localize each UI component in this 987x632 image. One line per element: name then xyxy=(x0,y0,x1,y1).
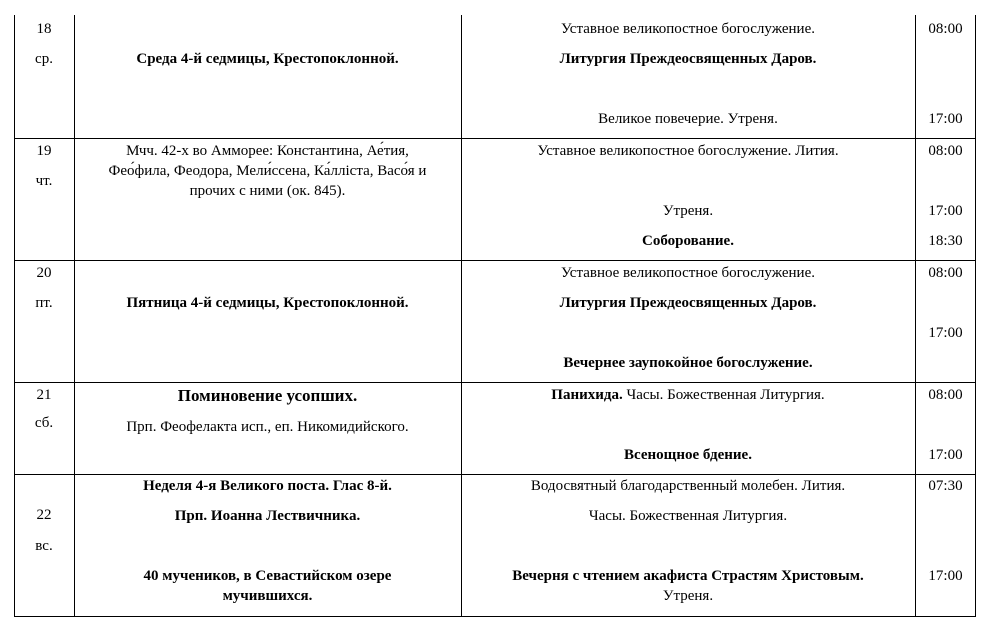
service-line: Соборование. xyxy=(642,233,734,249)
row-divider xyxy=(14,382,976,383)
date-cell xyxy=(14,474,74,617)
service-time: 08:00 xyxy=(928,387,963,403)
service-time: 17:00 xyxy=(928,447,963,463)
feast-line: Прп. Феофелакта исп., еп. Никомидийского. xyxy=(126,419,409,435)
service-line: Водосвятный благодарственный молебен. Лития. xyxy=(530,478,846,494)
service-time: 08:00 xyxy=(928,21,963,37)
table-row xyxy=(14,15,976,138)
feast-cell xyxy=(74,15,461,138)
time-cell xyxy=(915,260,976,382)
service-time: 17:00 xyxy=(928,325,963,341)
weekday: ср. xyxy=(35,51,53,67)
date-cell xyxy=(14,15,74,138)
table-border-right xyxy=(975,15,976,617)
service-line: Литургия Преждеосвященных Даров. xyxy=(559,51,817,67)
time-cell xyxy=(915,382,976,474)
day-number: 21 xyxy=(36,387,52,403)
feast-line: 40 мучеников, в Севастийском озере xyxy=(143,568,392,584)
schedule-table xyxy=(14,15,976,617)
time-cell xyxy=(915,15,976,138)
table-row xyxy=(14,260,976,382)
time-cell xyxy=(915,474,976,617)
service-line: Вечернее заупокойное богослужение. xyxy=(563,355,813,371)
feast-title: Поминовение усопших. xyxy=(177,386,358,405)
feast-cell xyxy=(74,138,461,260)
table-row xyxy=(14,474,976,617)
service-line: Уставное великопостное богослужение. xyxy=(560,265,815,281)
service-line: Всенощное бдение. xyxy=(624,447,752,463)
day-number: 22 xyxy=(36,507,52,523)
service-time: 17:00 xyxy=(928,568,963,584)
service-line: Литургия Преждеосвященных Даров. xyxy=(559,295,817,311)
day-number: 19 xyxy=(36,143,52,159)
feast-title: Среда 4-й седмицы, Крестопоклонной. xyxy=(136,51,399,67)
service-line: Вечерня с чтением акафиста Страстям Христовым. xyxy=(512,568,864,584)
service-line: Часы. Божественная Литургия. xyxy=(588,508,788,524)
row-divider xyxy=(14,260,976,261)
column-divider xyxy=(461,15,462,617)
service-time: 17:00 xyxy=(928,203,963,219)
date-cell xyxy=(14,260,74,382)
day-number: 20 xyxy=(36,265,52,281)
service-line-rest: Часы. Божественная Литургия. xyxy=(622,387,825,403)
table-row xyxy=(14,382,976,474)
feast-cell xyxy=(74,382,461,474)
service-time: 08:00 xyxy=(928,265,963,281)
weekday: вс. xyxy=(35,538,53,554)
services-cell xyxy=(461,382,915,474)
feast-cell xyxy=(74,260,461,382)
service-time: 08:00 xyxy=(928,143,963,159)
feast-line: прочих с ними (ок. 845). xyxy=(189,183,346,199)
column-divider xyxy=(74,15,75,617)
services-cell xyxy=(461,474,915,617)
service-line: Уставное великопостное богослужение. xyxy=(560,21,815,37)
service-line: Уставное великопостное богослужение. Лития. xyxy=(537,143,839,159)
services-cell xyxy=(461,15,915,138)
feast-line: Фео́фила, Феодора, Мели́ссена, Ка́лліста, Васо́я и xyxy=(108,163,427,179)
row-divider xyxy=(14,474,976,475)
table-border-bottom xyxy=(14,616,976,617)
column-divider xyxy=(915,15,916,617)
service-time: 18:30 xyxy=(928,233,963,249)
service-line: Утреня. xyxy=(662,203,714,219)
feast-line: мучившихся. xyxy=(222,588,313,604)
day-number: 18 xyxy=(36,21,52,37)
feast-line: Прп. Иоанна Лествичника. xyxy=(174,508,361,524)
services-cell xyxy=(461,138,915,260)
row-divider xyxy=(14,138,976,139)
table-row xyxy=(14,138,976,260)
feast-title: Пятница 4-й седмицы, Крестопоклонной. xyxy=(126,295,409,311)
date-cell xyxy=(14,382,74,474)
weekday: сб. xyxy=(34,415,54,431)
date-cell xyxy=(14,138,74,260)
service-line: Великое повечерие. Утреня. xyxy=(598,111,778,127)
feast-cell xyxy=(74,474,461,617)
services-cell xyxy=(461,260,915,382)
service-line: Утреня. xyxy=(662,588,714,604)
feast-title: Неделя 4-я Великого поста. Глас 8-й. xyxy=(143,478,392,494)
service-time: 17:00 xyxy=(928,111,963,127)
table-border-left xyxy=(14,15,15,617)
feast-line: Мчч. 42-х во Амморее: Константина, Ае́тия, xyxy=(126,143,409,159)
service-line-bold: Панихида. xyxy=(551,387,623,403)
service-line xyxy=(461,385,915,405)
time-cell xyxy=(915,138,976,260)
weekday: чт. xyxy=(35,173,53,189)
service-time: 07:30 xyxy=(928,478,963,494)
weekday: пт. xyxy=(35,295,53,311)
